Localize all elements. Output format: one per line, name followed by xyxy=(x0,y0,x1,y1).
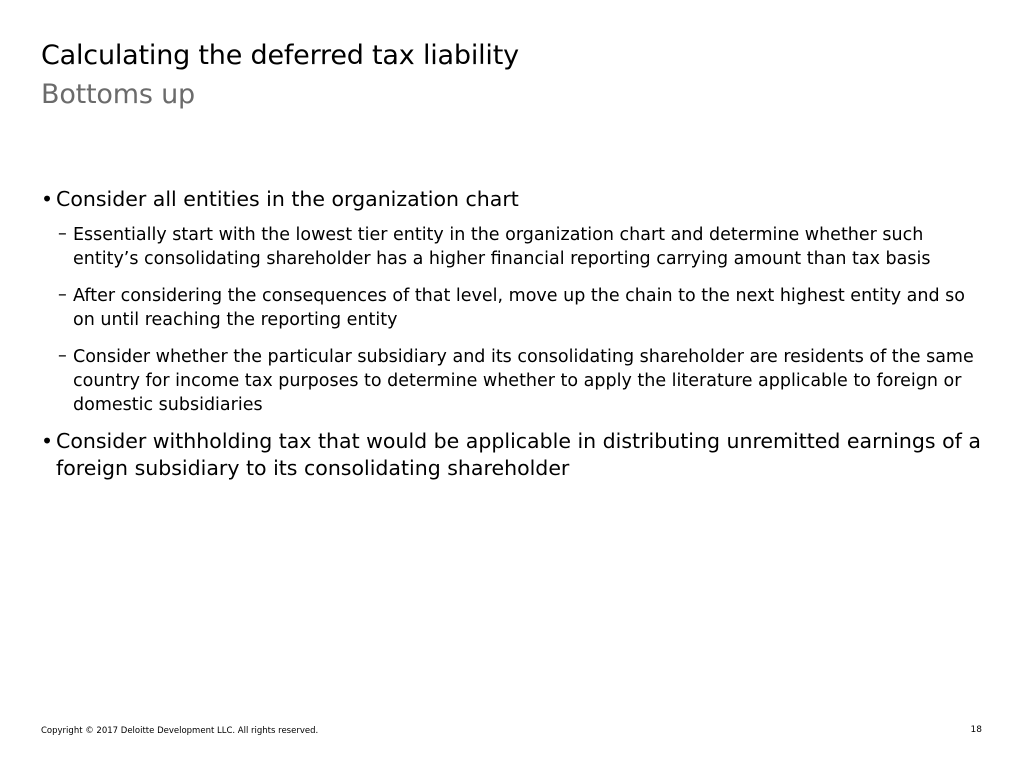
sub-bullet-item xyxy=(41,345,991,417)
slide-body xyxy=(41,186,991,492)
sub-bullet-item xyxy=(41,284,991,332)
bullet-item xyxy=(41,186,991,213)
dash-marker: – xyxy=(58,285,67,305)
bullet-text: Consider all entities in the organization chart xyxy=(56,187,519,211)
sub-bullet-text: Essentially start with the lowest tier entity in the organization chart and determine whether such entity’s consolidating shareholder has a higher financial reporting carrying amount than tax basis xyxy=(73,225,931,269)
slide-title: Calculating the deferred tax liability xyxy=(41,40,519,71)
bullet-item xyxy=(41,428,991,482)
bullet-marker: • xyxy=(41,429,54,453)
sub-bullet-text: After considering the consequences of that level, move up the chain to the next highest entity and so on until reaching the reporting entity xyxy=(73,286,965,330)
bullet-marker: • xyxy=(41,187,54,211)
dash-marker: – xyxy=(58,346,67,366)
copyright-footer: Copyright © 2017 Deloitte Development LLC. All rights reserved. xyxy=(41,726,319,736)
sub-bullet-item xyxy=(41,223,991,271)
slide-subtitle: Bottoms up xyxy=(41,79,195,110)
sub-bullet-text: Consider whether the particular subsidiary and its consolidating shareholder are residents of the same country for income tax purposes to determine whether to apply the literature applicable to foreign or domestic subsidiaries xyxy=(73,347,974,415)
bullet-text: Consider withholding tax that would be applicable in distributing unremitted earnings of a foreign subsidiary to its consolidating shareholder xyxy=(56,429,981,480)
page-number: 18 xyxy=(970,725,982,735)
dash-marker: – xyxy=(58,224,67,244)
